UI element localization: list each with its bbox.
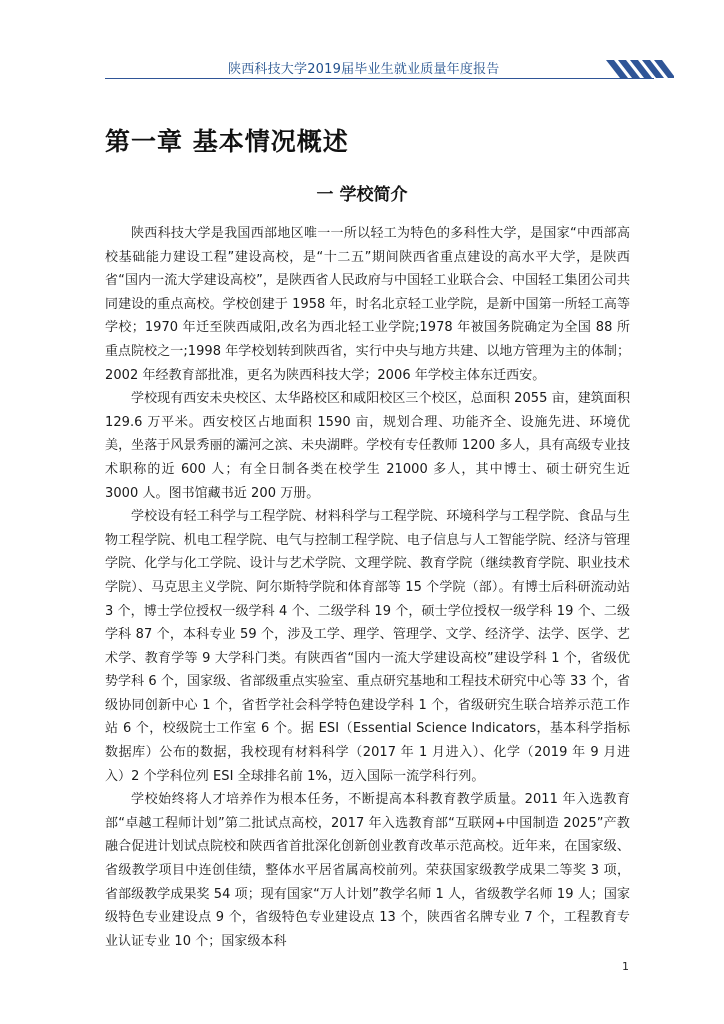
header-stripes-decoration <box>602 58 674 80</box>
paragraph-colleges-disciplines: 学校设有轻工科学与工程学院、材料科学与工程学院、环境科学与工程学院、食品与生物工程学院、机电工程学院、电气与控制工程学院、电子信息与人工智能学院、经济与管理学院、化学与化工学院、设计与艺术学院、文理学院、教育学院（继续教育学院、职业技术学院）、马克思主义学院、阿尔斯特学院和体育部等 15 个学院（部）。有博士后科研流动站 3 个，博士学位授权一级学科 4 个、二级学科 19 个，硕士学位授权一级学科 19 个、二级学科 87 个，本科专业 59 个，涉及工学、理学、管理学、文学、经济学、法学、医学、艺术学、教育学等 9 大学科门类。有陕西省“国内一流大学建设高校”建设学科 1 个，省级优势学科 6 个，国家级、省部级重点实验室、重点研究基地和工程技术研究中心等 33 个，省级协同创新中心 1 个，省哲学社会科学特色建设学科 1 个，省级研究生联合培养示范工作站 6 个，校级院士工作室 6 个。据 ESI（Essential Science Indicators，基本科学指标数据库）公布的数据，我校现有材料科学（2017 年 1 月进入）、化学（2019 年 9 月进入）2 个学科位列 ESI 全球排名前 1%，迈入国际一流学科行列。 <box>105 509 630 784</box>
chapter-title: 第一章 基本情况概述 <box>105 127 349 156</box>
section-title: 一 学校简介 <box>316 185 408 205</box>
page-number: 1 <box>622 960 629 973</box>
paragraph-school-intro: 陕西科技大学是我国西部地区唯一一所以轻工为特色的多科性大学，是国家“中西部高校基础能力建设工程”建设高校，是“十二五”期间陕西省重点建设的高水平大学，是陕西省“国内一流大学建设高校”，是陕西省人民政府与中国轻工业联合会、中国轻工集团公司共同建设的重点高校。学校创建于 1958 年，时名北京轻工业学院，是新中国第一所轻工高等学校；1970 年迁至陕西咸阳,改名为西北轻工业学院;1978 年被国务院确定为全国 88 所重点院校之一;1998 年学校划转到陕西省，实行中央与地方共建、以地方管理为主的体制；2002 年经教育部批准，更名为陕西科技大学；2006 年学校主体东迁西安。 <box>105 226 630 383</box>
header-title: 陕西科技大学2019届毕业生就业质量年度报告 <box>228 62 500 77</box>
body-text <box>105 222 630 953</box>
page-header <box>105 54 724 84</box>
paragraph-campuses: 学校现有西安未央校区、太华路校区和咸阳校区三个校区，总面积 2055 亩，建筑面积 129.6 万平米。西安校区占地面积 1590 亩，规划合理、功能齐全、设施先进、环境优美，坐落于风景秀丽的灞河之滨、未央湖畔。学校有专任教师 1200 多人，具有高级专业技术职称的近 600 人；有全日制各类在校学生 21000 多人，其中博士、硕士研究生近 3000 人。图书馆藏书近 200 万册。 <box>105 391 630 501</box>
paragraph-talent-cultivation: 学校始终将人才培养作为根本任务，不断提高本科教育教学质量。2011 年入选教育部“卓越工程师计划”第二批试点高校，2017 年入选教育部“互联网+中国制造 2025”产教融合促进计划试点院校和陕西省首批深化创新创业教育改革示范高校。近年来，在国家级、省级教学项目中连创佳绩，整体水平居省属高校前列。荣获国家级教学成果二等奖 3 项，省部级教学成果奖 54 项；现有国家“万人计划”教学名师 1 人，省级教学名师 19 人；国家级特色专业建设点 9 个，省级特色专业建设点 13 个，陕西省名牌专业 7 个，工程教育专业认证专业 10 个；国家级本科 <box>105 792 630 949</box>
header-divider <box>105 78 654 79</box>
